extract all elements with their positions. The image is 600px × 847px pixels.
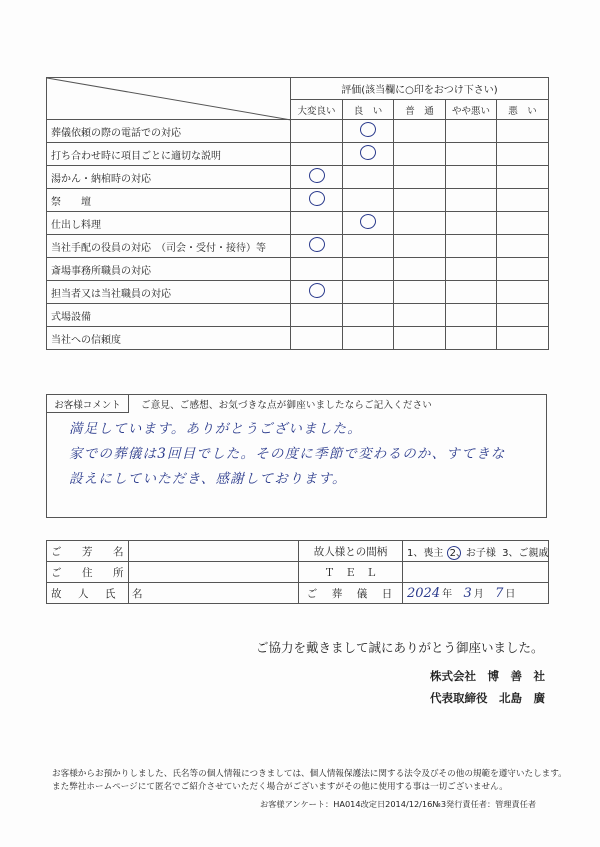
rating-cell[interactable]: [291, 304, 343, 327]
tel-label: Ｔ Ｅ Ｌ: [299, 562, 403, 583]
selected-circle-mark: [308, 190, 326, 207]
deceased-name-label: 故 人 氏 名: [47, 583, 129, 604]
table-corner-diagonal: [47, 78, 291, 120]
rating-cell[interactable]: [394, 120, 446, 143]
rating-cell[interactable]: [343, 281, 394, 304]
evaluation-row: [47, 258, 549, 281]
rating-cell[interactable]: [446, 212, 497, 235]
comment-prompt: ご意見、ご感想、お気づきな点が御座いましたならご記入ください: [141, 400, 433, 411]
funeral-month: 3: [463, 586, 472, 601]
rating-cell[interactable]: [291, 166, 343, 189]
rating-cell[interactable]: [291, 327, 343, 350]
evaluation-item-label: 仕出し料理: [47, 212, 291, 235]
representative-name: 代表取締役 北島 廣: [430, 691, 545, 705]
form-id: お客様アンケート：HA014改定日2014/12/16№3発行責任者：管理責任者: [260, 799, 537, 809]
relation-option-3[interactable]: 3、ご親戚: [502, 547, 549, 559]
rating-cell[interactable]: [394, 304, 446, 327]
rating-cell[interactable]: [291, 281, 343, 304]
rating-cell[interactable]: [497, 327, 549, 350]
selected-circle-mark: [359, 144, 377, 161]
rating-cell[interactable]: [446, 304, 497, 327]
rating-cell[interactable]: [497, 281, 549, 304]
comment-line-3: 設えにしていただき、感謝しております。: [69, 471, 347, 487]
name-label: ご 芳 名: [47, 541, 129, 562]
rating-cell[interactable]: [343, 327, 394, 350]
rating-cell[interactable]: [394, 166, 446, 189]
selected-circle-mark: [359, 121, 377, 138]
column-very-good: 大変良い: [291, 100, 343, 120]
comment-line-2: 家での葬儀は3回目でした。その度に季節で変わるのか、すてきな: [69, 446, 506, 462]
rating-cell[interactable]: [497, 166, 549, 189]
evaluation-item-label: 葬儀依頼の際の電話での対応: [47, 120, 291, 143]
evaluation-row: [47, 235, 549, 258]
rating-cell[interactable]: [343, 166, 394, 189]
rating-cell[interactable]: [446, 189, 497, 212]
rating-cell[interactable]: [497, 235, 549, 258]
evaluation-item-label: 当社手配の役員の対応 （司会・受付・接待）等: [47, 235, 291, 258]
evaluation-row: [47, 304, 549, 327]
rating-cell[interactable]: [394, 143, 446, 166]
rating-cell[interactable]: [446, 281, 497, 304]
customer-info-table: [46, 540, 549, 604]
rating-cell[interactable]: [291, 143, 343, 166]
evaluation-row: [47, 120, 549, 143]
evaluation-item-label: 式場設備: [47, 304, 291, 327]
rating-cell[interactable]: [446, 327, 497, 350]
privacy-notice-1: お客様からお預かりしました、氏名等の個人情報につきましては、個人情報保護法に関する法令及びその他の規範を遵守いたします。: [52, 769, 567, 779]
evaluation-row: [47, 281, 549, 304]
column-good: 良 い: [343, 100, 394, 120]
rating-cell[interactable]: [394, 327, 446, 350]
rating-cell[interactable]: [446, 166, 497, 189]
selected-circle-mark: [308, 167, 326, 184]
evaluation-item-label: 湯かん・納棺時の対応: [47, 166, 291, 189]
evaluation-row: [47, 143, 549, 166]
column-average: 普 通: [394, 100, 446, 120]
rating-cell[interactable]: [497, 212, 549, 235]
selected-circle-mark: [308, 236, 326, 253]
evaluation-item-label: 斎場事務所職員の対応: [47, 258, 291, 281]
selected-circle-mark: [359, 213, 377, 230]
evaluation-item-label: 担当者又は当社職員の対応: [47, 281, 291, 304]
rating-cell[interactable]: [497, 189, 549, 212]
funeral-date-label: ご 葬 儀 日: [299, 583, 403, 604]
evaluation-row: [47, 166, 549, 189]
relation-options[interactable]: [403, 541, 549, 562]
rating-cell[interactable]: [343, 258, 394, 281]
rating-header: 評価(該当欄に○印をおつけ下さい): [291, 78, 549, 100]
rating-cell[interactable]: [394, 258, 446, 281]
rating-cell[interactable]: [343, 212, 394, 235]
rating-cell[interactable]: [497, 143, 549, 166]
tel-field[interactable]: [403, 562, 549, 583]
rating-cell[interactable]: [446, 120, 497, 143]
rating-cell[interactable]: [446, 258, 497, 281]
privacy-notice-2: また弊社ホームページにて匿名でご紹介させていただく場合がございますがその他に使用する事は一切ございません。: [52, 782, 508, 792]
evaluation-item-label: 当社への信頼度: [47, 327, 291, 350]
diagonal-line: [47, 78, 291, 120]
rating-cell[interactable]: [291, 120, 343, 143]
comment-label: お客様コメント: [47, 395, 129, 413]
rating-cell[interactable]: [343, 143, 394, 166]
name-field[interactable]: [129, 541, 299, 562]
comment-box[interactable]: [46, 394, 547, 518]
rating-cell[interactable]: [394, 212, 446, 235]
rating-cell[interactable]: [497, 120, 549, 143]
rating-cell[interactable]: [343, 189, 394, 212]
rating-cell[interactable]: [446, 235, 497, 258]
rating-cell[interactable]: [343, 120, 394, 143]
funeral-day: 7: [495, 586, 504, 601]
evaluation-item-label: 打ち合わせ時に項目ごとに適切な説明: [47, 143, 291, 166]
rating-cell[interactable]: [394, 281, 446, 304]
evaluation-table: [46, 77, 549, 350]
rating-cell[interactable]: [291, 212, 343, 235]
rating-cell[interactable]: [291, 258, 343, 281]
rating-cell[interactable]: [497, 258, 549, 281]
column-somewhat-bad: やや悪い: [446, 100, 497, 120]
evaluation-row: [47, 189, 549, 212]
evaluation-item-label: 祭 壇: [47, 189, 291, 212]
selected-circle-mark: [308, 282, 326, 299]
address-label: ご 住 所: [47, 562, 129, 583]
funeral-year: 2024: [407, 586, 441, 601]
evaluation-row: [47, 327, 549, 350]
rating-cell[interactable]: [394, 189, 446, 212]
comment-line-1: 満足しています。ありがとうございました。: [69, 421, 362, 437]
relation-label: 故人様との間柄: [299, 541, 403, 562]
rating-cell[interactable]: [291, 235, 343, 258]
relation-option-1[interactable]: 1、喪主: [407, 547, 444, 559]
rating-cell[interactable]: [446, 143, 497, 166]
address-field[interactable]: [129, 562, 299, 583]
rating-cell[interactable]: [291, 189, 343, 212]
relation-option-2[interactable]: 2、お子様: [450, 548, 500, 559]
rating-cell[interactable]: [394, 235, 446, 258]
thanks-message: ご協力を戴きまして誠にありがとう御座いました。: [256, 640, 544, 655]
column-bad: 悪 い: [497, 100, 549, 120]
evaluation-row: [47, 212, 549, 235]
deceased-name-field[interactable]: [129, 583, 299, 604]
rating-cell[interactable]: [497, 304, 549, 327]
rating-cell[interactable]: [343, 235, 394, 258]
company-name: 株式会社 博 善 社: [430, 669, 545, 683]
funeral-date-field[interactable]: 2024 年 3 月 7 日: [403, 583, 549, 604]
rating-cell[interactable]: [343, 304, 394, 327]
